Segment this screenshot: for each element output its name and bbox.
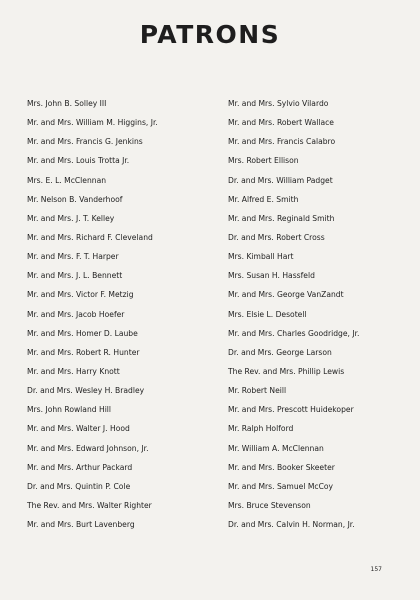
patron-name: Mrs. E. L. McClennan xyxy=(27,175,107,185)
patron-name: Mrs. Kimball Hart xyxy=(228,252,294,262)
patron-name: Mr. Alfred E. Smith xyxy=(228,194,299,204)
patron-name: Mr. and Mrs. Homer D. Laube xyxy=(27,328,138,338)
patron-name: Mr. and Mrs. J. T. Kelley xyxy=(27,213,115,223)
patron-name: Mr. and Mrs. J. L. Bennett xyxy=(27,271,123,281)
patron-name: Mr. Nelson B. Vanderhoof xyxy=(27,194,123,204)
patron-name: Mr. and Mrs. William M. Higgins, Jr. xyxy=(27,118,158,128)
patron-name: Mrs. Robert Ellison xyxy=(228,156,299,166)
patron-name: Mrs. Susan H. Hassfeld xyxy=(228,271,315,281)
patron-name: Mr. and Mrs. Walter J. Hood xyxy=(27,424,130,434)
patron-name: Mr. and Mrs. Edward Johnson, Jr. xyxy=(27,443,149,453)
patron-name: Mrs. John Rowland Hill xyxy=(27,405,112,415)
patron-name: Mr. William A. McClennan xyxy=(228,443,324,453)
patron-name: The Rev. and Mrs. Phillip Lewis xyxy=(228,366,345,376)
page-number: 157 xyxy=(370,566,382,573)
patron-name: Mr. Ralph Holford xyxy=(228,424,294,434)
patron-name: Mr. and Mrs. Jacob Hoefer xyxy=(27,309,125,319)
page-title: PATRONS xyxy=(139,20,281,49)
patron-name: Mr. Robert Neill xyxy=(228,386,287,396)
patron-list-right xyxy=(228,94,408,534)
patron-name: Mrs. Elsie L. Desotell xyxy=(228,309,307,319)
patron-name: Mr. and Mrs. Prescott Huidekoper xyxy=(228,405,354,415)
patron-list-left xyxy=(27,94,207,534)
patron-name: Mr. and Mrs. Robert R. Hunter xyxy=(27,347,140,357)
patron-name: Dr. and Mrs. William Padget xyxy=(228,175,333,185)
patron-name: The Rev. and Mrs. Walter Righter xyxy=(27,500,152,510)
patron-name: Mr. and Mrs. Francis G. Jenkins xyxy=(27,137,143,147)
patron-name: Dr. and Mrs. Calvin H. Norman, Jr. xyxy=(228,520,355,530)
patron-name: Mr. and Mrs. Booker Skeeter xyxy=(228,462,335,472)
patron-name: Mr. and Mrs. George VanZandt xyxy=(228,290,344,300)
patron-name: Dr. and Mrs. Wesley H. Bradley xyxy=(27,386,145,396)
patron-name: Mrs. John B. Solley III xyxy=(27,99,107,108)
patron-name: Mrs. Bruce Stevenson xyxy=(228,500,311,510)
patron-name: Mr. and Mrs. Reginald Smith xyxy=(228,213,335,223)
patron-name: Mr. and Mrs. Samuel McCoy xyxy=(228,481,334,491)
patron-name: Mr. and Mrs. Harry Knott xyxy=(27,366,120,376)
patron-name: Mr. and Mrs. Louis Trotta Jr. xyxy=(27,156,130,166)
patron-name: Mr. and Mrs. Robert Wallace xyxy=(228,118,334,128)
patron-name: Mr. and Mrs. Francis Calabro xyxy=(228,137,336,147)
patron-name: Dr. and Mrs. George Larson xyxy=(228,347,332,357)
patron-name: Mr. and Mrs. Arthur Packard xyxy=(27,462,133,472)
patron-name: Mr. and Mrs. Victor F. Metzig xyxy=(27,290,134,300)
patron-name: Mr. and Mrs. Burt Lavenberg xyxy=(27,520,135,530)
patron-name: Mr. and Mrs. Charles Goodridge, Jr. xyxy=(228,328,360,338)
patron-name: Dr. and Mrs. Quintin P. Cole xyxy=(27,481,131,491)
patron-name: Mr. and Mrs. F. T. Harper xyxy=(27,252,119,262)
patron-name: Mr. and Mrs. Sylvio Vilardo xyxy=(228,99,329,108)
patron-name: Dr. and Mrs. Robert Cross xyxy=(228,232,325,242)
patron-name: Mr. and Mrs. Richard F. Cleveland xyxy=(27,232,153,242)
